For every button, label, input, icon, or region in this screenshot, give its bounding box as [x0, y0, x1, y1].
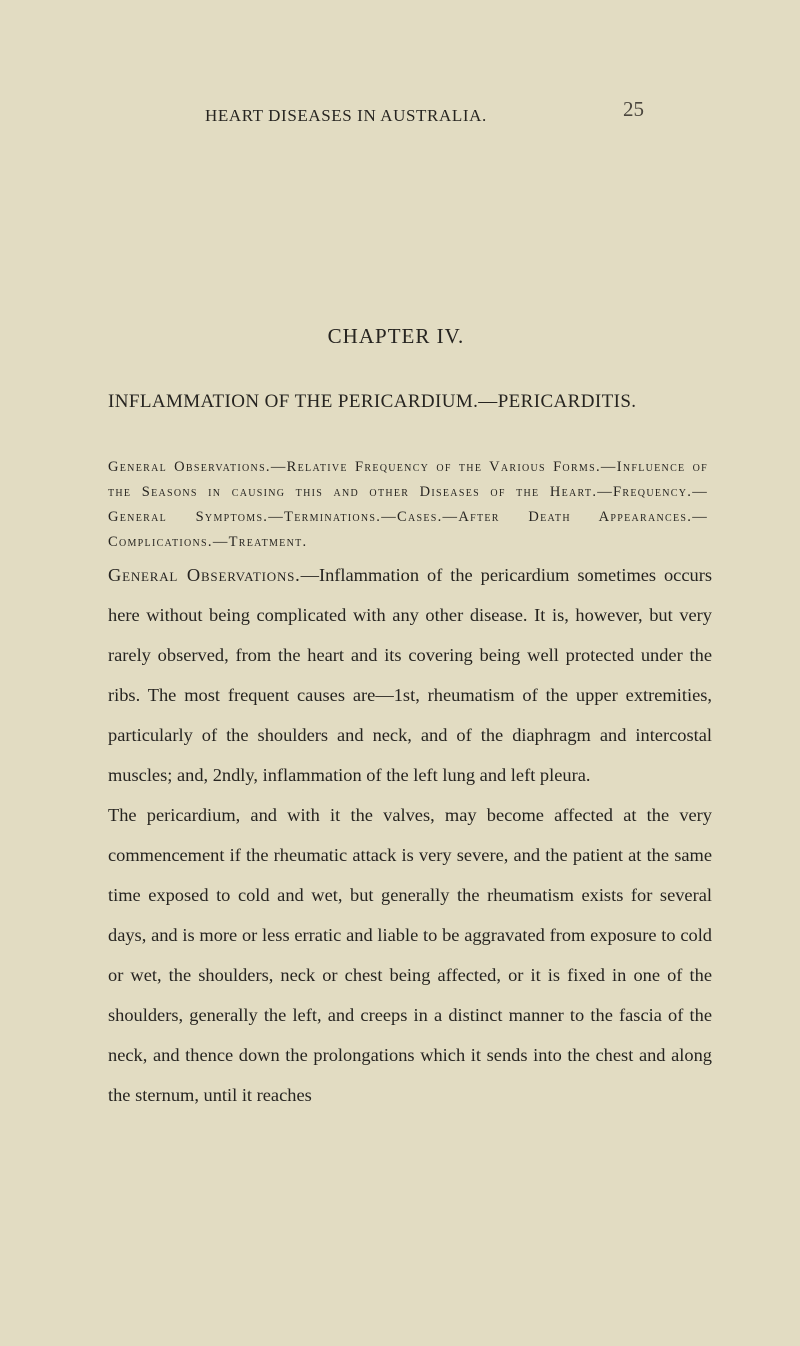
paragraph-1-text: —Inflammation of the pericardium sometimes occurs here without being complicated with any other disease. It is, however, but very rarely observed, from the heart and its covering being well protected under the ribs. The most frequent causes are—1st, rheumatism of the upper extremities, particularly of the shoulders and neck, and of the diaphragm and intercostal muscles; and, 2ndly, inflammation of the left lung and left pleura.	[108, 565, 712, 785]
paragraph-2: The pericardium, and with it the valves, may become affected at the very commencement if the rheumatic attack is very severe, and the patient at the same time exposed to cold and wet, but generally the rheumatism exists for several days, and is more or less erratic and liable to be aggravated from exposure to cold or wet, the shoulders, neck or chest being affected, or it is fixed in one of the shoulders, generally the left, and creeps in a distinct manner to the fascia of the neck, and thence down the prolongations which it sends into the chest and along the sternum, until it reaches	[108, 805, 712, 1105]
paragraph-1	[108, 555, 712, 795]
chapter-heading: CHAPTER IV.	[327, 324, 465, 348]
section-run-in-heading: General Observations.	[108, 565, 301, 585]
page-number: 25	[623, 97, 644, 121]
body-text	[108, 555, 712, 1115]
chapter-synopsis: General Observations.—Relative Frequency of the Various Forms.—Influence of the Seasons in causing this and other Diseases of the Heart.—Frequency.—General Symptoms.—Terminations.—Cases.—After Death Appearances.—Complications.—Treatment.	[108, 459, 708, 550]
running-header: HEART DISEASES IN AUSTRALIA.	[205, 106, 487, 125]
chapter-title: INFLAMMATION OF THE PERICARDIUM.—PERICARDITIS.	[108, 391, 637, 412]
